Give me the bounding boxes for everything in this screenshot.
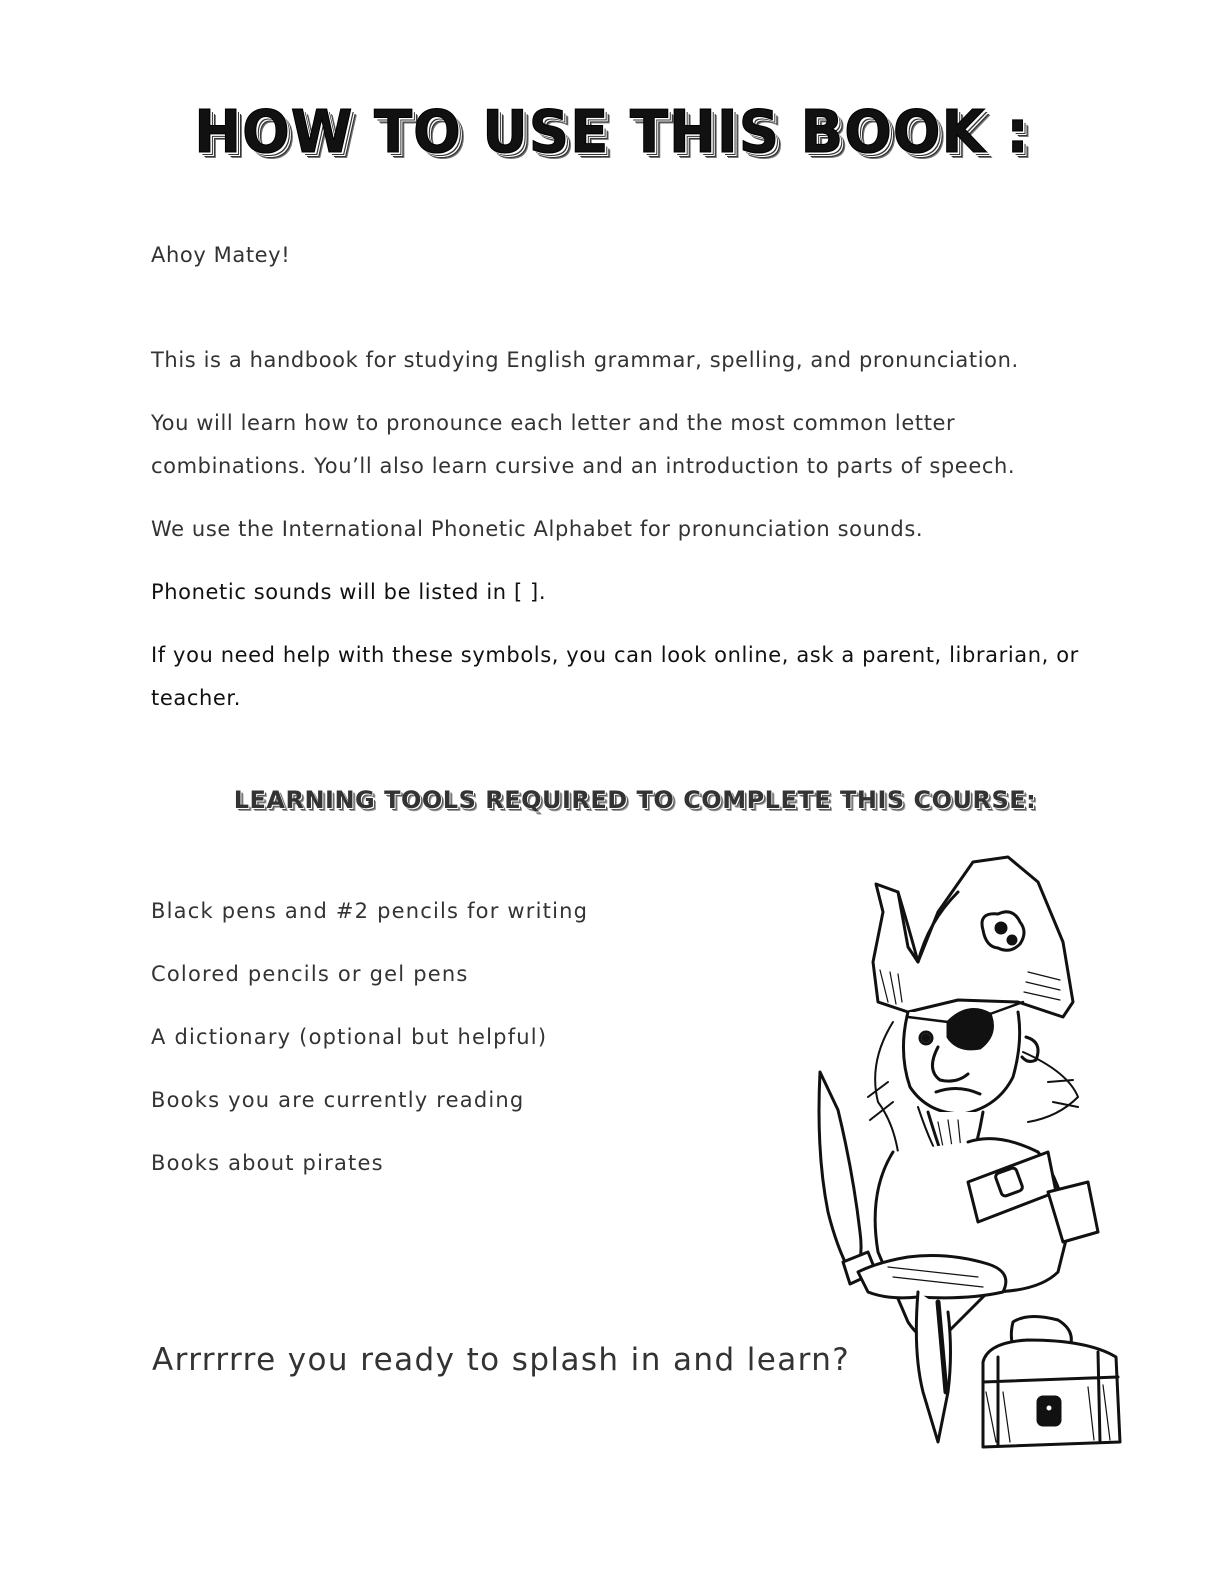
tools-list — [151, 895, 588, 1210]
closing-line: Arrrrrre you ready to splash in and learn? — [152, 1342, 851, 1378]
page-title: HOW TO USE THIS BOOK : — [194, 98, 1030, 167]
greeting: Ahoy Matey! — [151, 243, 291, 267]
tools-heading: LEARNING TOOLS REQUIRED TO COMPLETE THIS COURSE: — [233, 786, 1037, 814]
phonetic-paragraph: Phonetic sounds will be listed in [ ]. — [151, 580, 547, 604]
list-item: Black pens and #2 pencils for writing — [151, 899, 589, 923]
pirate-illustration — [798, 852, 1128, 1452]
help-paragraph: If you need help with these symbols, you can look online, ask a parent, librarian, or teacher. — [151, 643, 1079, 710]
list-item: Books you are currently reading — [151, 1088, 525, 1112]
learning-paragraph: You will learn how to pronounce each letter and the most common letter combinations. You’ll also learn cursive and an introduction to parts of speech. — [151, 411, 1016, 478]
list-item: A dictionary (optional but helpful) — [151, 1025, 548, 1049]
ipa-paragraph: We use the International Phonetic Alphabet for pronunciation sounds. — [151, 517, 924, 541]
intro-paragraph: This is a handbook for studying English grammar, spelling, and pronunciation. — [151, 348, 1019, 372]
list-item: Books about pirates — [151, 1151, 384, 1175]
list-item: Colored pencils or gel pens — [151, 962, 469, 986]
